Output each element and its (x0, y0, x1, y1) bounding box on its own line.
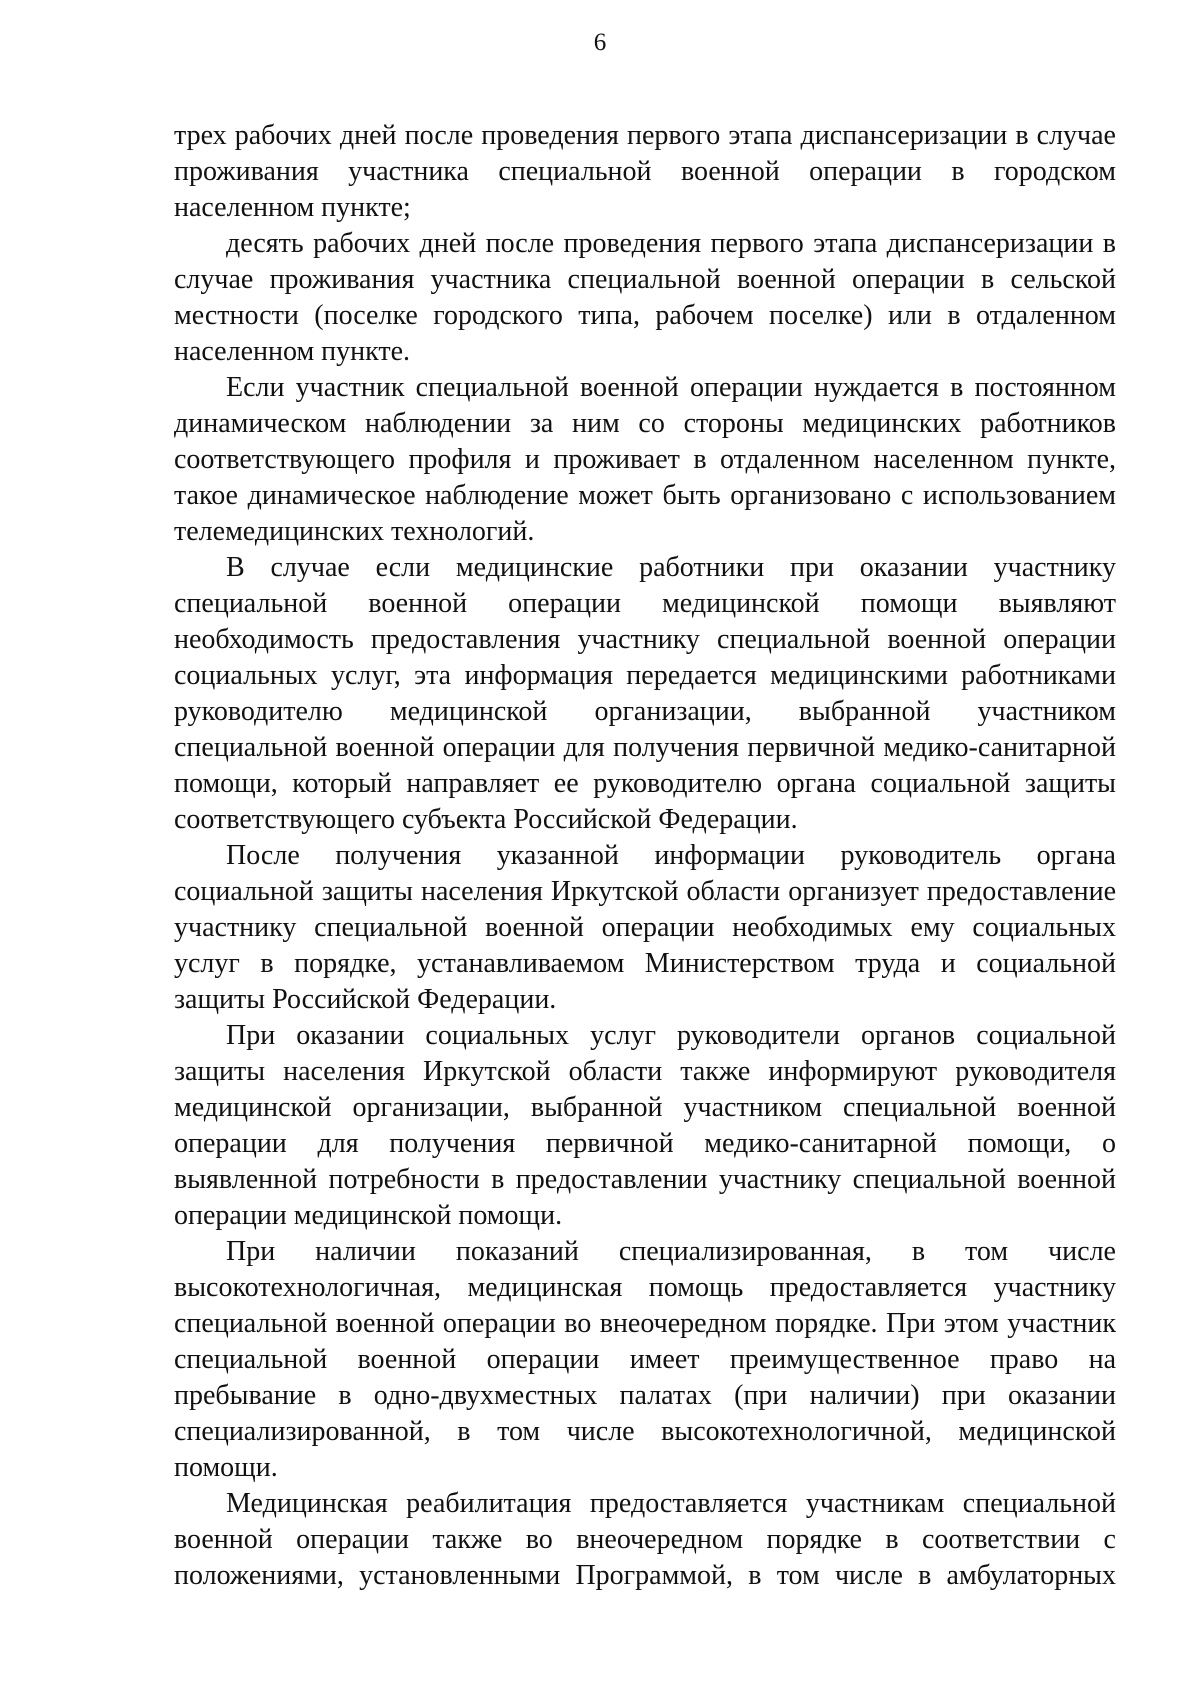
page-number: 6 (593, 29, 607, 56)
paragraph: В случае если медицинские работники при оказании участнику специальной военной операции медицинской помощи выявляют необходимость предоставления участнику специальной военной операции социальных услуг, эта информация передается медицинскими работниками руководителю медицинской организации, выбранной участником специальной военной операции для получения первичной медико-санитарной помощи, который направляет ее руководителю органа социальной защиты соответствующего субъекта Российской Федерации. (174, 552, 1116, 835)
document-body (174, 118, 1116, 1594)
paragraph: трех рабочих дней после проведения первого этапа диспансеризации в случае проживания участника специальной военной операции в городском населенном пункте; (174, 120, 1116, 223)
paragraph: После получения указанной информации руководитель органа социальной защиты населения Иркутской области организует предоставление участнику специальной военной операции необходимых ему социальных услуг в порядке, устанавливаемом Министерством труда и социальной защиты Российской Федерации. (174, 840, 1116, 1015)
paragraph: Медицинская реабилитация предоставляется участникам специальной военной операции также во внеочередном порядке в соответствии с положениями, установленными Программой, в том числе в амбулаторных (174, 1488, 1116, 1591)
paragraph: Если участник специальной военной операции нуждается в постоянном динамическом наблюдении за ним со стороны медицинских работников соответствующего профиля и проживает в отдаленном населенном пункте, такое динамическое наблюдение может быть организовано с использованием телемедицинских технологий. (174, 372, 1116, 547)
paragraph: При наличии показаний специализированная, в том числе высокотехнологичная, медицинская помощь предоставляется участнику специальной военной операции во внеочередном порядке. При этом участник специальной военной операции имеет преимущественное право на пребывание в одно-двухместных палатах (при наличии) при оказании специализированной, в том числе высокотехнологичной, медицинской помощи. (174, 1236, 1116, 1483)
paragraph: десять рабочих дней после проведения первого этапа диспансеризации в случае проживания участника специальной военной операции в сельской местности (поселке городского типа, рабочем поселке) или в отдаленном населенном пункте. (174, 228, 1116, 367)
paragraph: При оказании социальных услуг руководители органов социальной защиты населения Иркутской области также информируют руководителя медицинской организации, выбранной участником специальной военной операции для получения первичной медико-санитарной помощи, о выявленной потребности в предоставлении участнику специальной военной операции медицинской помощи. (174, 1020, 1116, 1231)
